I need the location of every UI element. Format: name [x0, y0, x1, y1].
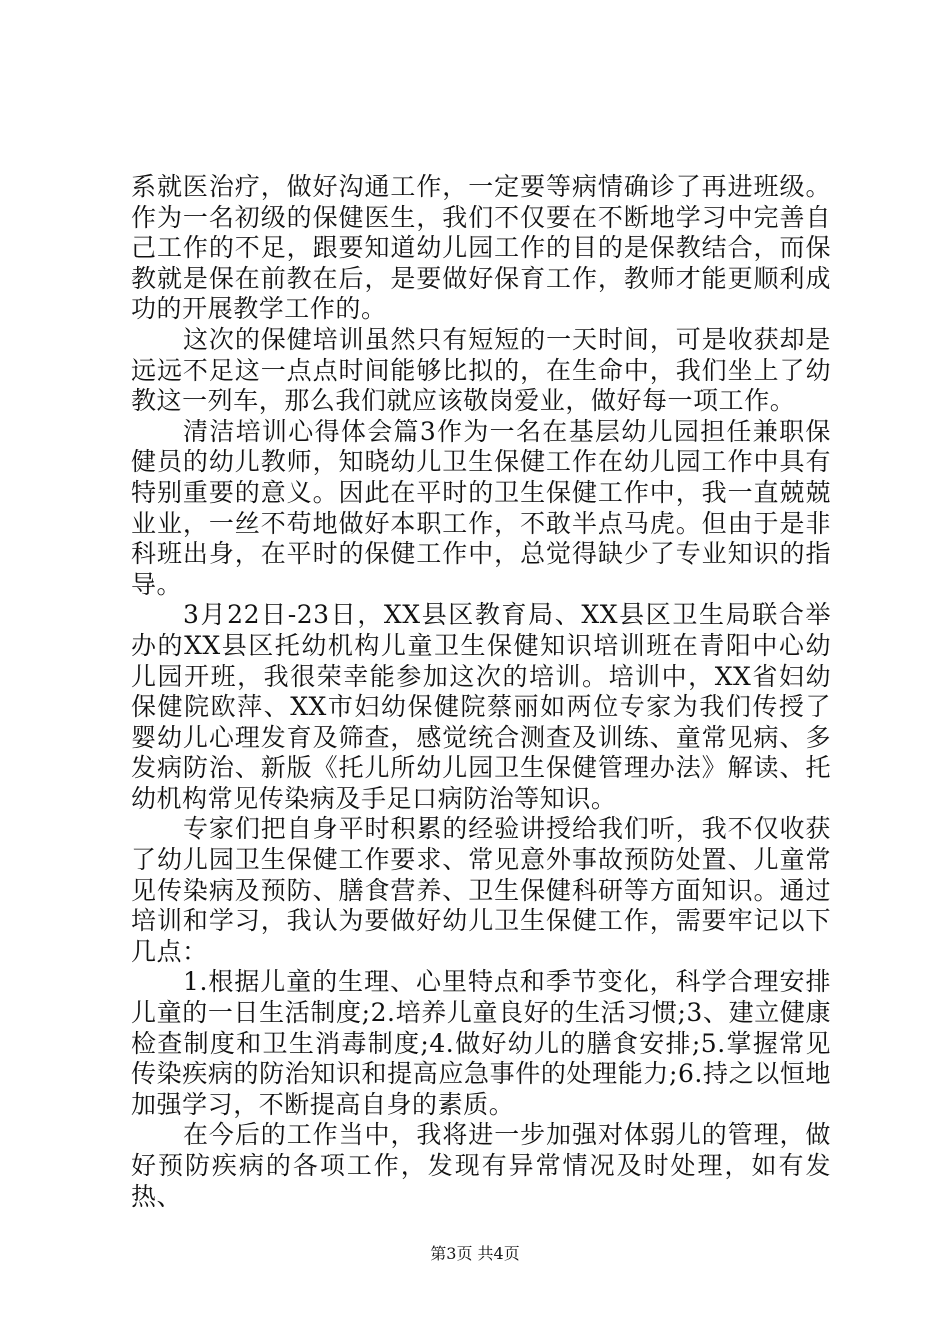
paragraph-1: 系就医治疗，做好沟通工作，一定要等病情确诊了再进班级。作为一名初级的保健医生，我们不仅要在不断地学习中完善自己工作的不足，跟要知道幼儿园工作的目的是保教结合，而保教就是保在前教在后，是要做好保育工作，教师才能更顺利成功的开展教学工作的。	[131, 172, 831, 324]
document-body	[131, 172, 831, 1212]
page-footer: 第3页 共4页	[430, 1244, 520, 1263]
paragraph-5: 专家们把自身平时积累的经验讲授给我们听，我不仅收获了幼儿园卫生保健工作要求、常见意外事故预防处置、儿童常见传染病及预防、膳食营养、卫生保健科研等方面知识。通过培训和学习，我认为要做好幼儿卫生保健工作，需要牢记以下几点：	[131, 814, 831, 966]
paragraph-4: 3月22日-23日，XX县区教育局、XX县区卫生局联合举办的XX县区托幼机构儿童卫生保健知识培训班在青阳中心幼儿园开班，我很荣幸能参加这次的培训。培训中，XX省妇幼保健院欧萍、XX市妇幼保健院蔡丽如两位专家为我们传授了婴幼儿心理发育及筛查，感觉统合测查及训练、童常见病、多发病防治、新版《托儿所幼儿园卫生保健管理办法》解读、托幼机构常见传染病及手足口病防治等知识。	[131, 600, 831, 813]
paragraph-2: 这次的保健培训虽然只有短短的一天时间，可是收获却是远远不足这一点点时间能够比拟的，在生命中，我们坐上了幼教这一列车，那么我们就应该敬岗爱业，做好每一项工作。	[131, 324, 831, 416]
paragraph-6: 1.根据儿童的生理、心里特点和季节变化，科学合理安排儿童的一日生活制度;2.培养儿童良好的生活习惯;3、建立健康检查制度和卫生消毒制度;4.做好幼儿的膳食安排;5.掌握常见传染疾病的防治知识和提高应急事件的处理能力;6.持之以恒地加强学习，不断提高自身的素质。	[131, 967, 831, 1119]
paragraph-3: 清洁培训心得体会篇3作为一名在基层幼儿园担任兼职保健员的幼儿教师，知晓幼儿卫生保健工作在幼儿园工作中具有特别重要的意义。因此在平时的卫生保健工作中，我一直兢兢业业，一丝不苟地做好本职工作，不敢半点马虎。但由于是非科班出身，在平时的保健工作中，总觉得缺少了专业知识的指导。	[131, 416, 831, 599]
paragraph-7: 在今后的工作当中，我将进一步加强对体弱儿的管理，做好预防疾病的各项工作，发现有异常情况及时处理，如有发热、	[131, 1120, 831, 1211]
